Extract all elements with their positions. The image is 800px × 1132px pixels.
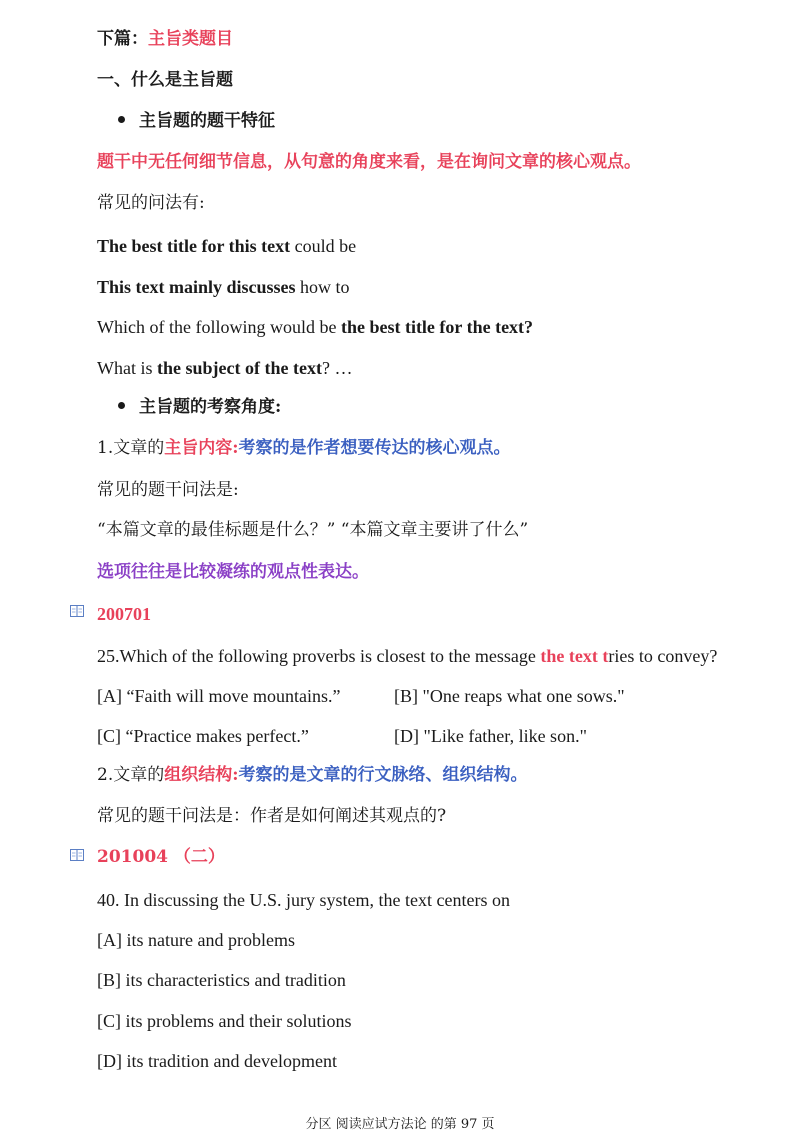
exam-code-2: 201004 （二） — [97, 847, 225, 867]
angle-1-examples: “本篇文章的最佳标题是什么？” “本篇文章主要讲了什么” — [97, 520, 529, 540]
question-pattern — [97, 357, 352, 379]
pattern-bold: This text mainly discusses — [97, 277, 296, 297]
pattern-rest: ? … — [321, 358, 353, 378]
feature-statement: 题干中无任何细节信息，从句意的角度来看，是在询问文章的核心观点。 — [97, 152, 641, 172]
angle-2-num: 2.文章的 — [97, 765, 165, 785]
angle-1-stem-label: 常见的题干问法是: — [97, 480, 239, 500]
exam-1-question-pre: 25.Which of the following proverbs is closest to the message — [97, 646, 541, 666]
header-title: 主旨类题目 — [148, 29, 233, 49]
angle-2-stem: 常见的题干问法是：作者是如何阐述其观点的? — [97, 806, 447, 826]
exam-1-question-highlight: the text t — [540, 646, 609, 666]
pattern-bold: The best title for this text — [97, 236, 291, 256]
angle-1-desc: 考察的是作者想要传达的核心观点。 — [238, 438, 511, 458]
pattern-pre: What is — [97, 358, 157, 378]
bullet-heading-features — [118, 110, 275, 132]
page-footer: 分区 阅读应试方法论 的第 97 页 — [305, 1117, 495, 1132]
exam-2-option-c: [C] its problems and their solutions — [97, 1011, 352, 1031]
bullet-icon — [118, 116, 125, 123]
exam-1-question — [97, 645, 717, 667]
exam-1-option-d: [D] "Like father, like son." — [394, 726, 587, 746]
angle-1-topic: 主旨内容: — [164, 438, 239, 458]
question-pattern — [97, 276, 350, 298]
bullet-heading-features-text: 主旨题的题干特征 — [139, 111, 275, 131]
angle-1-num: 1.文章的 — [97, 438, 165, 458]
angle-1 — [97, 437, 511, 459]
bullet-heading-angles — [118, 396, 281, 418]
note-icon — [70, 849, 84, 861]
exam-code-1: 200701 — [97, 604, 151, 624]
exam-2-option-b: [B] its characteristics and tradition — [97, 970, 346, 990]
exam-2-option-a: [A] its nature and problems — [97, 930, 295, 950]
pattern-bold: the subject of the text — [157, 358, 322, 378]
exam-1-question-post: ries to convey? — [608, 646, 718, 666]
common-question-label: 常见的问法有: — [97, 193, 205, 213]
exam-2-question: 40. In discussing the U.S. jury system, the text centers on — [97, 890, 510, 910]
exam-1-option-c: [C] “Practice makes perfect.” — [97, 726, 309, 746]
pattern-pre: Which of the following would be — [97, 317, 341, 337]
exam-2-option-d: [D] its tradition and development — [97, 1051, 337, 1071]
question-pattern — [97, 316, 533, 338]
pattern-rest: how to — [295, 277, 350, 297]
angle-2 — [97, 764, 528, 786]
pattern-bold: the best title for the text? — [340, 317, 534, 337]
question-pattern — [97, 235, 356, 257]
header-prefix: 下篇： — [97, 29, 148, 49]
bullet-icon — [118, 402, 125, 409]
section-title: 一、什么是主旨题 — [97, 70, 233, 90]
angle-2-topic: 组织结构: — [164, 765, 239, 785]
exam-1-option-a: [A] “Faith will move mountains.” — [97, 686, 341, 706]
angle-2-desc: 考察的是文章的行文脉络、组织结构。 — [238, 765, 528, 785]
pattern-rest: could be — [290, 236, 357, 256]
note-icon — [70, 605, 84, 617]
exam-1-option-b: [B] "One reaps what one sows." — [394, 686, 625, 706]
angle-1-note: 选项往往是比较凝练的观点性表达。 — [97, 562, 369, 582]
page-header — [97, 28, 233, 50]
bullet-heading-angles-text: 主旨题的考察角度: — [139, 397, 282, 417]
